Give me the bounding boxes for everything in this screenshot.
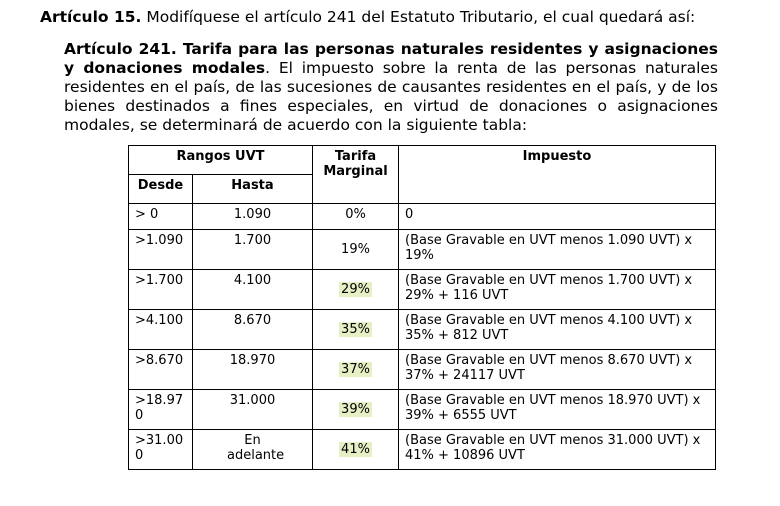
table-row (129, 390, 716, 430)
article-paragraph (64, 40, 718, 135)
cell-hasta: 18.970 (193, 350, 313, 390)
header-rangos-uvt: Rangos UVT (129, 146, 313, 175)
article-body: . El impuesto sobre la renta de las personas naturales residentes en el país, de las sucesiones de causantes residentes en el país, y de los bienes destinados a fines especiales, en virtud de donaciones o asignaciones modales, se determinará de acuerdo con la siguiente tabla: (64, 59, 718, 134)
cell-tarifa (313, 270, 399, 310)
intro-text: Modifíquese el artículo 241 del Estatuto Tributario, el cual quedará así: (141, 8, 696, 26)
header-tarifa-marginal: Tarifa Marginal (313, 146, 399, 204)
table-row (129, 270, 716, 310)
tarifa-value: 29% (341, 282, 370, 297)
header-desde: Desde (129, 175, 193, 204)
article-title: Artículo 241. Tarifa para las personas naturales residentes y asignaciones y donaciones modales (64, 40, 718, 77)
cell-impuesto: (Base Gravable en UVT menos 31.000 UVT) x 41% + 10896 UVT (399, 430, 716, 470)
table-row (129, 350, 716, 390)
tarifa-value: 19% (341, 242, 370, 257)
cell-tarifa (313, 350, 399, 390)
tarifa-value: 39% (341, 402, 370, 417)
tax-rate-table (128, 145, 716, 470)
header-impuesto: Impuesto (399, 146, 716, 204)
cell-hasta: En adelante (193, 430, 313, 470)
cell-tarifa (313, 390, 399, 430)
cell-tarifa (313, 204, 399, 230)
cell-desde: >31.000 (129, 430, 193, 470)
cell-tarifa (313, 230, 399, 270)
cell-tarifa (313, 430, 399, 470)
tarifa-value: 35% (341, 322, 370, 337)
intro-article-number: Artículo 15. (40, 8, 142, 26)
cell-desde: > 0 (129, 204, 193, 230)
cell-impuesto: 0 (399, 204, 716, 230)
table-row (129, 204, 716, 230)
table-row (129, 310, 716, 350)
cell-hasta: 31.000 (193, 390, 313, 430)
intro-line (40, 8, 695, 26)
cell-impuesto: (Base Gravable en UVT menos 4.100 UVT) x 35% + 812 UVT (399, 310, 716, 350)
cell-desde: >4.100 (129, 310, 193, 350)
tarifa-value: 0% (345, 207, 366, 222)
tarifa-value: 41% (341, 442, 370, 457)
cell-tarifa (313, 310, 399, 350)
cell-desde: >1.090 (129, 230, 193, 270)
tarifa-value: 37% (341, 362, 370, 377)
cell-impuesto: (Base Gravable en UVT menos 1.700 UVT) x 29% + 116 UVT (399, 270, 716, 310)
cell-hasta: 1.090 (193, 204, 313, 230)
cell-hasta: 1.700 (193, 230, 313, 270)
cell-desde: >8.670 (129, 350, 193, 390)
cell-impuesto: (Base Gravable en UVT menos 8.670 UVT) x 37% + 24117 UVT (399, 350, 716, 390)
cell-desde: >1.700 (129, 270, 193, 310)
cell-desde: >18.970 (129, 390, 193, 430)
cell-impuesto: (Base Gravable en UVT menos 1.090 UVT) x 19% (399, 230, 716, 270)
table-row (129, 430, 716, 470)
cell-hasta: 8.670 (193, 310, 313, 350)
cell-impuesto: (Base Gravable en UVT menos 18.970 UVT) x 39% + 6555 UVT (399, 390, 716, 430)
table-row (129, 230, 716, 270)
header-hasta: Hasta (193, 175, 313, 204)
cell-hasta: 4.100 (193, 270, 313, 310)
